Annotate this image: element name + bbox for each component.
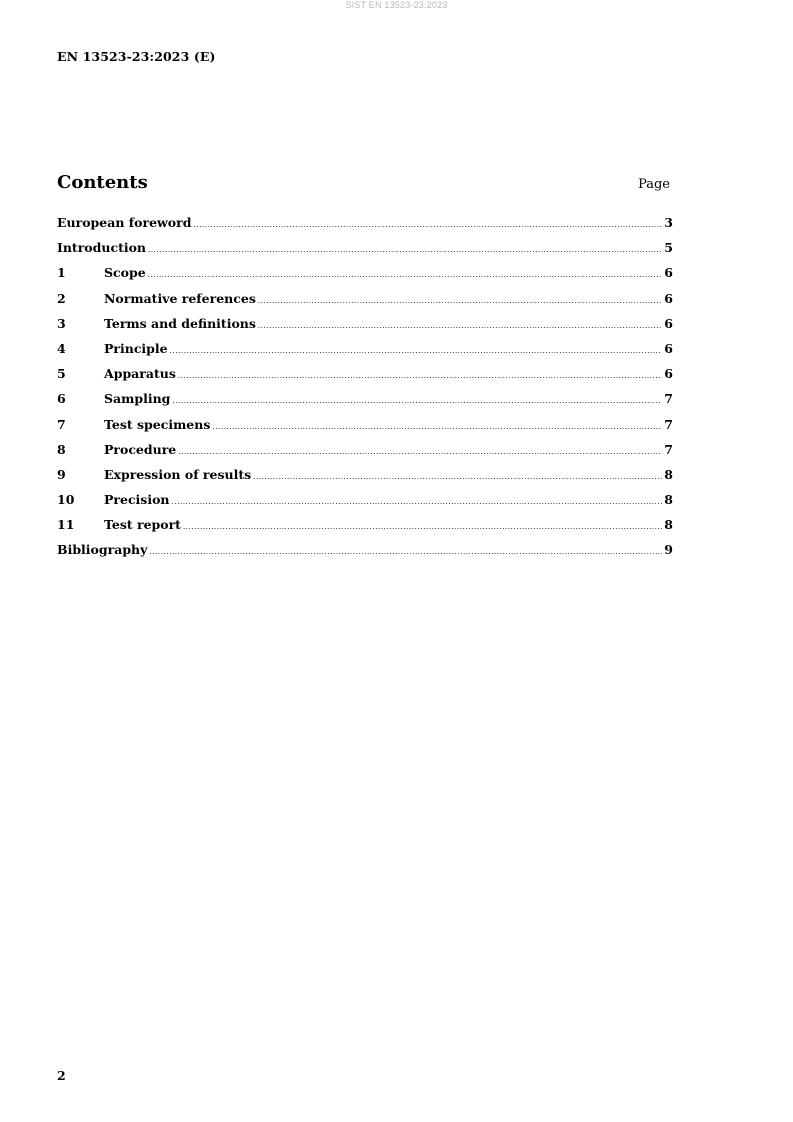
- toc-entry-number: 6: [57, 391, 66, 407]
- page-number: 2: [57, 1068, 66, 1083]
- toc-entry-title: Test report: [104, 517, 181, 533]
- toc-entry-number: 1: [57, 265, 66, 281]
- dot-leader: [178, 449, 662, 456]
- toc-entry-scope[interactable]: [57, 265, 673, 290]
- toc-entry-apparatus[interactable]: [57, 366, 673, 391]
- dot-leader: [170, 348, 663, 355]
- table-of-contents: [57, 215, 673, 568]
- toc-entry-test-specimens[interactable]: [57, 417, 673, 442]
- dot-leader: [212, 424, 662, 431]
- toc-entry-page: 7: [664, 441, 673, 457]
- toc-entry-title: Introduction: [57, 240, 147, 256]
- dot-leader: [193, 222, 662, 229]
- toc-entry-title: Bibliography: [57, 542, 148, 558]
- toc-entry-page: 7: [664, 416, 673, 432]
- toc-entry-terms-and-definitions[interactable]: [57, 316, 673, 341]
- toc-entry-number: 3: [57, 315, 66, 331]
- toc-entry-page: 6: [664, 315, 673, 331]
- toc-entry-sampling[interactable]: [57, 391, 673, 416]
- dot-leader: [178, 373, 662, 380]
- toc-entry-procedure[interactable]: [57, 442, 673, 467]
- toc-entry-page: 6: [664, 265, 673, 281]
- contents-heading: Contents: [57, 172, 148, 193]
- dot-leader: [172, 398, 662, 405]
- toc-entry-title: Terms and definitions: [104, 315, 256, 331]
- toc-entry-title: Sampling: [104, 391, 171, 407]
- toc-entry-title: Procedure: [104, 441, 177, 457]
- toc-entry-title: Apparatus: [104, 366, 176, 382]
- toc-entry-page: 7: [664, 391, 673, 407]
- toc-entry-number: 10: [57, 492, 75, 508]
- document-id: EN 13523-23:2023 (E): [57, 49, 216, 64]
- dot-leader: [258, 323, 662, 330]
- toc-entry-page: 3: [664, 215, 673, 230]
- dot-leader: [148, 247, 662, 254]
- toc-entry-page: 6: [664, 340, 673, 356]
- page-column-label: Page: [638, 177, 670, 192]
- toc-entry-normative-references[interactable]: [57, 291, 673, 316]
- toc-entry-page: 8: [664, 466, 673, 482]
- toc-entry-title: Precision: [104, 492, 170, 508]
- toc-entry-title: Normative references: [104, 290, 256, 306]
- toc-entry-page: 8: [664, 517, 673, 533]
- toc-entry-title: European foreword: [57, 215, 192, 230]
- dot-leader: [148, 272, 663, 279]
- toc-entry-introduction[interactable]: [57, 240, 673, 265]
- toc-entry-page: 6: [664, 366, 673, 382]
- toc-entry-test-report[interactable]: [57, 517, 673, 542]
- toc-entry-number: 8: [57, 441, 66, 457]
- toc-entry-number: 2: [57, 290, 66, 306]
- toc-entry-title: Expression of results: [104, 466, 252, 482]
- toc-entry-number: 7: [57, 416, 66, 432]
- dot-leader: [149, 549, 662, 556]
- toc-entry-page: 9: [664, 542, 673, 558]
- dot-leader: [183, 524, 662, 531]
- toc-entry-number: 4: [57, 340, 66, 356]
- dot-leader: [172, 499, 663, 506]
- toc-entry-title: Scope: [104, 265, 146, 281]
- watermark: SIST EN 13523-23:2023: [345, 0, 448, 10]
- toc-entry-number: 5: [57, 366, 66, 382]
- toc-entry-european-foreword[interactable]: [57, 215, 673, 240]
- toc-entry-title: Principle: [104, 340, 168, 356]
- toc-entry-number: 9: [57, 466, 66, 482]
- toc-entry-principle[interactable]: [57, 341, 673, 366]
- dot-leader: [253, 474, 662, 481]
- toc-entry-title: Test specimens: [104, 416, 211, 432]
- toc-entry-expression-of-results[interactable]: [57, 467, 673, 492]
- toc-entry-page: 8: [664, 492, 673, 508]
- toc-entry-precision[interactable]: [57, 492, 673, 517]
- dot-leader: [258, 298, 662, 305]
- toc-entry-bibliography[interactable]: [57, 542, 673, 567]
- toc-entry-number: 11: [57, 517, 75, 533]
- toc-entry-page: 6: [664, 290, 673, 306]
- toc-entry-page: 5: [664, 240, 673, 256]
